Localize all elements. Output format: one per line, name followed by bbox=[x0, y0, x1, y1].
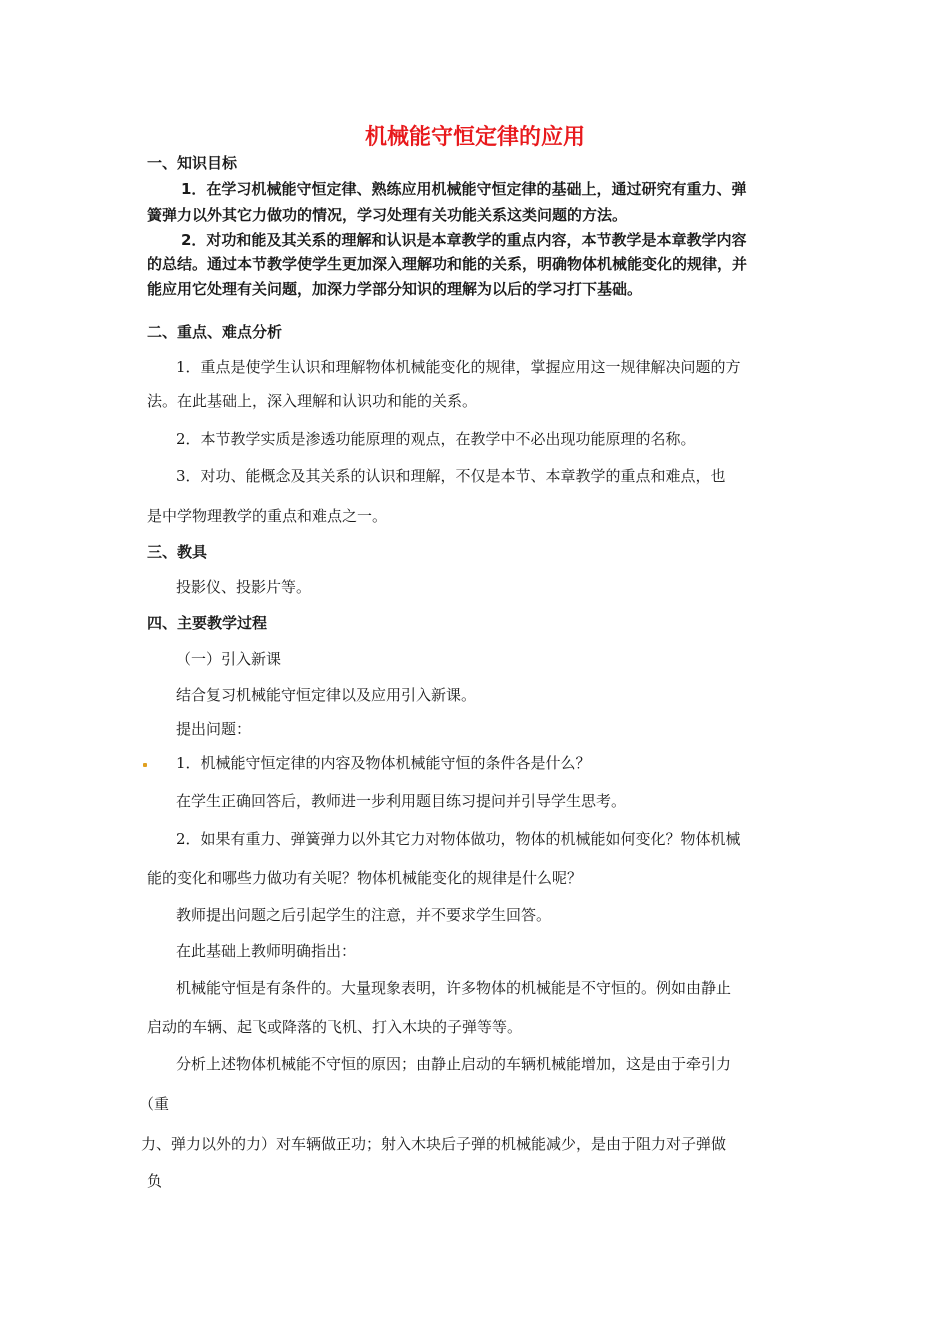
paragraph-line: 2．对功和能及其关系的理解和认识是本章教学的重点内容，本节教学是本章教学内容 bbox=[181, 231, 747, 249]
paragraph-line: 簧弹力以外其它力做功的情况，学习处理有关功能关系这类问题的方法。 bbox=[147, 206, 628, 224]
paragraph-line: 1．重点是使学生认识和理解物体机械能变化的规律，掌握应用这一规律解决问题的方 bbox=[176, 358, 741, 376]
paragraph-line: 结合复习机械能守恒定律以及应用引入新课。 bbox=[176, 686, 477, 704]
paragraph-line: （重 bbox=[139, 1095, 170, 1113]
paragraph-line: 力、弹力以外的力）对车辆做正功；射入木块后子弹的机械能减少，是由于阻力对子弹做 bbox=[141, 1135, 727, 1153]
document-title: 机械能守恒定律的应用 bbox=[364, 125, 585, 150]
paragraph-line: 启动的车辆、起飞或降落的飞机、打入木块的子弹等等。 bbox=[147, 1018, 523, 1036]
paragraph-line: 1．在学习机械能守恒定律、熟练应用机械能守恒定律的基础上，通过研究有重力、弹 bbox=[181, 180, 747, 198]
paragraph-line: 机械能守恒是有条件的。大量现象表明，许多物体的机械能是不守恒的。例如由静止 bbox=[176, 979, 732, 997]
section-heading-knowledge-goals: 一、知识目标 bbox=[147, 154, 238, 172]
decorative-dot bbox=[143, 763, 147, 767]
paragraph-line: 在学生正确回答后，教师进一步利用题目练习提问并引导学生思考。 bbox=[176, 792, 627, 810]
paragraph-line: 1．机械能守恒定律的内容及物体机械能守恒的条件各是什么？ bbox=[176, 754, 591, 772]
paragraph-line: 提出问题： bbox=[176, 720, 252, 738]
paragraph-line: 能的变化和哪些力做功有关呢？物体机械能变化的规律是什么呢？ bbox=[147, 869, 583, 887]
paragraph-line: 2．本节教学实质是渗透功能原理的观点，在教学中不必出现功能原理的名称。 bbox=[176, 430, 696, 448]
paragraph-line: 3．对功、能概念及其关系的认识和理解，不仅是本节、本章教学的重点和难点，也 bbox=[176, 467, 726, 485]
paragraph-line: 2．如果有重力、弹簧弹力以外其它力对物体做功，物体的机械能如何变化？物体机械 bbox=[176, 830, 741, 848]
paragraph-line: 的总结。通过本节教学使学生更加深入理解功和能的关系，明确物体机械能变化的规律，并 bbox=[147, 255, 748, 273]
paragraph-line: 投影仪、投影片等。 bbox=[176, 578, 312, 596]
paragraph-line: 法。在此基础上，深入理解和认识功和能的关系。 bbox=[147, 392, 478, 410]
section-heading-teaching-process: 四、主要教学过程 bbox=[147, 614, 268, 632]
paragraph-line: 能应用它处理有关问题，加深力学部分知识的理解为以后的学习打下基础。 bbox=[147, 280, 643, 298]
section-heading-teaching-aids: 三、教具 bbox=[147, 543, 208, 561]
paragraph-line: 分析上述物体机械能不守恒的原因；由静止启动的车辆机械能增加，这是由于牵引力 bbox=[176, 1055, 732, 1073]
paragraph-line: 负 bbox=[147, 1172, 163, 1190]
paragraph-line: 在此基础上教师明确指出： bbox=[176, 942, 357, 960]
paragraph-line: 是中学物理教学的重点和难点之一。 bbox=[147, 507, 388, 525]
section-heading-key-points: 二、重点、难点分析 bbox=[147, 323, 283, 341]
subsection-heading: （一）引入新课 bbox=[176, 650, 282, 668]
paragraph-line: 教师提出问题之后引起学生的注意，并不要求学生回答。 bbox=[176, 906, 552, 924]
